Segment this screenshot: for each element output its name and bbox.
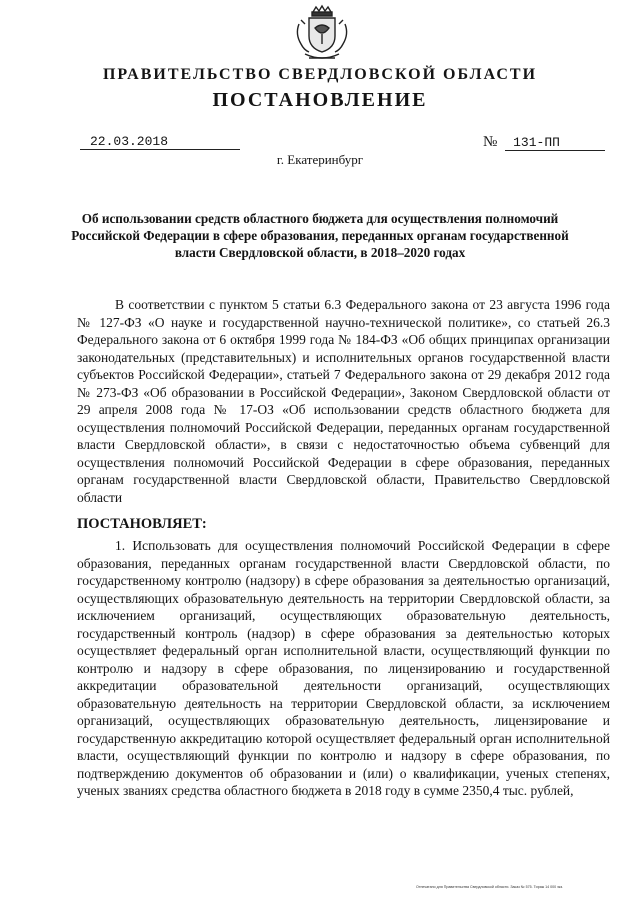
document-type-heading: ПОСТАНОВЛЕНИЕ — [212, 89, 428, 111]
city-line: г. Екатеринбург — [276, 152, 364, 167]
resolves-heading: ПОСТАНОВЛЯЕТ: — [77, 516, 207, 532]
preamble-paragraph: В соответствии с пунктом 5 статьи 6.3 Федерального закона от 23 августа 1996 года № 127-ФЗ «О науке и государственной научно-технической политике», со статьей 26.3 Федерального закона от 6 октября 1999 года № 184-ФЗ «Об общих принципах организации законодательных (представительных) и исполнительных органов государственной власти субъектов Российской Федерации», статьей 7 Федерального закона от 29 декабря 2012 года № 273-ФЗ «Об образовании в Российской Федерации», Законом Свердловской области от 29 апреля 2008 года № 17-ОЗ «Об использовании средств областного бюджета для осуществления полномочий Российской Федерации, переданных органам государственной власти Свердловской области», в связи с недостаточностью объема субвенций для осуществления полномочий Российской Федерации в сфере образования, переданных органам государственной власти Свердловской области, Правительство Свердловской области — [77, 297, 610, 505]
number-sign: № — [483, 134, 498, 150]
document-date: 22.03.2018 — [80, 134, 240, 150]
document-title: Об использовании средств областного бюджета для осуществления полномочий Российской Федерации в сфере образования, переданных органам государственной власти Свердловской области, в 2018–2020 годах — [71, 211, 569, 260]
print-footer: Отпечатано для Правительства Свердловской области. Заказ № 575. Тираж 14 000 экз. — [416, 885, 564, 889]
document-number-field — [483, 134, 605, 151]
item-1-paragraph: 1. Использовать для осуществления полномочий Российской Федерации в сфере образования, переданных органам государственной власти Свердловской области, по государственному контролю (надзору) в сфере образования за деятельностью организаций, осуществляющих образовательную деятельность на территории Свердловской области, за исключением организаций, осуществляющих образовательную деятельность, государственный контроль (надзор) в сфере образования за деятельностью которых осуществляет федеральный орган исполнительной власти, осуществляющий функции по контролю и надзору в сфере образования, по лицензированию и государственной аккредитации образовательной деятельности организаций, осуществляющих образовательную деятельность на территории Свердловской области, за исключением организаций, осуществляющих образовательную деятельность, лицензирование и государственную аккредитацию которой осуществляет федеральный орган исполнительной власти, осуществляющий функции по контролю и надзору в сфере образования, по подтверждению документов об образовании и (или) о квалификации, ученых степенях, ученых званиях средства областного бюджета в 2018 году в сумме 2350,4 тыс. рублей, — [77, 538, 610, 798]
document-number: 131-ПП — [505, 135, 605, 151]
coat-of-arms-icon — [291, 4, 353, 66]
government-heading: ПРАВИТЕЛЬСТВО СВЕРДЛОВСКОЙ ОБЛАСТИ — [102, 66, 538, 83]
